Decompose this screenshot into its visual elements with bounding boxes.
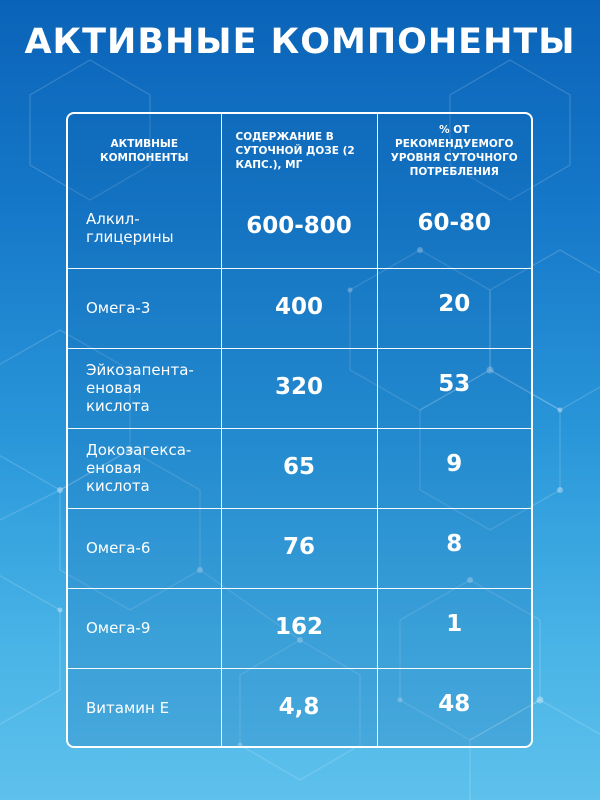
component-name-line: еновая (86, 459, 142, 477)
table-row (68, 268, 531, 348)
component-name-line: кислота (86, 397, 150, 415)
components-table-container (66, 112, 533, 748)
header-percent: % ОТ РЕКОМЕНДУЕМОГО УРОВНЯ СУТОЧНОГО ПОТРЕБЛЕНИЯ (390, 123, 518, 179)
table-row (68, 588, 531, 668)
daily-dose-amount: 65 (221, 428, 377, 508)
daily-intake-percent: 9 (377, 428, 531, 508)
table-row (68, 348, 531, 428)
component-name-line: Витамин Е (86, 699, 170, 718)
header-component: АКТИВНЫЕ КОМПОНЕНТЫ (68, 114, 221, 188)
component-name-line: глицерины (86, 227, 174, 246)
daily-intake-percent: 20 (377, 268, 531, 348)
component-name (68, 268, 221, 348)
daily-dose-amount: 162 (221, 588, 377, 668)
component-name (68, 668, 221, 748)
daily-intake-percent: 48 (438, 690, 471, 717)
component-name-line: Омега-3 (86, 299, 151, 317)
component-name-line: Эйкозапента- (86, 361, 194, 379)
page-title: АКТИВНЫЕ КОМПОНЕНТЫ (24, 22, 576, 62)
table-header-row (68, 114, 531, 188)
component-name (68, 428, 221, 508)
daily-dose-amount: 320 (221, 348, 377, 428)
daily-intake-percent: 53 (377, 348, 531, 428)
component-name-line: Докозагекса- (86, 441, 192, 459)
daily-dose-amount: 600-800 (221, 188, 377, 268)
component-name (68, 508, 221, 588)
component-name-line: еновая (86, 379, 142, 397)
component-name-line: Алкил- (86, 209, 140, 228)
component-name (68, 588, 221, 668)
component-name-line: кислота (86, 477, 150, 495)
components-table (68, 114, 531, 748)
daily-dose-amount: 400 (221, 268, 377, 348)
component-name-line: Омега-6 (86, 539, 151, 557)
daily-intake-percent: 60-80 (377, 188, 531, 268)
table-body (68, 188, 531, 748)
table-row (68, 668, 531, 748)
daily-dose-amount: 4,8 (221, 668, 377, 748)
table-row (68, 508, 531, 588)
component-name-line: Омега-9 (86, 619, 151, 637)
table-row (68, 428, 531, 508)
daily-intake-percent: 8 (377, 508, 531, 588)
component-name (68, 188, 221, 268)
header-amount: СОДЕРЖАНИЕ В СУТОЧНОЙ ДОЗЕ (2 КАПС.), МГ (221, 114, 377, 188)
component-name (68, 348, 221, 428)
table-row (68, 188, 531, 268)
daily-dose-amount: 76 (221, 508, 377, 588)
daily-intake-percent: 1 (377, 588, 531, 668)
